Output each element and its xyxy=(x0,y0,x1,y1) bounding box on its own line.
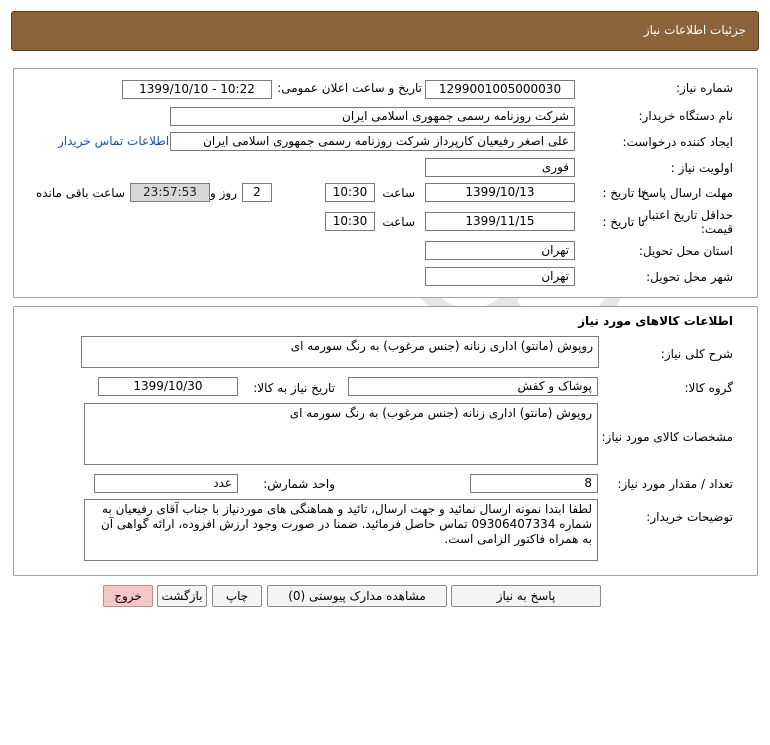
reply-button[interactable]: پاسخ به نیاز xyxy=(451,585,601,607)
attachments-button[interactable]: مشاهده مدارک پیوستی (0) xyxy=(267,585,447,607)
spec-field: روپوش (مانتو) اداری زنانه (جنس مرغوب) به رنگ سورمه ای xyxy=(84,403,598,465)
spec-label: مشخصات کالای مورد نیاز: xyxy=(601,430,733,444)
page-title: جزئیات اطلاعات نیاز xyxy=(643,23,746,37)
general-desc-label: شرح کلی نیاز: xyxy=(660,347,733,361)
province-label: استان محل تحویل: xyxy=(638,244,733,258)
remaining-time-field: 23:57:53 xyxy=(130,183,210,202)
reply-time-field: 10:30 xyxy=(325,183,375,202)
back-button[interactable]: بازگشت xyxy=(157,585,207,607)
group-field: پوشاک و کفش xyxy=(348,377,598,396)
remaining-days-field: 2 xyxy=(242,183,272,202)
need-date-label: تاریخ نیاز به کالا: xyxy=(253,381,335,395)
reply-time-label: ساعت xyxy=(382,186,415,200)
buyer-notes-label: توضیحات خریدار: xyxy=(646,510,733,524)
priority-label: اولویت نیاز : xyxy=(670,161,733,175)
days-label: روز و xyxy=(210,186,237,200)
validity-time-label: ساعت xyxy=(382,215,415,229)
general-desc-field: روپوش (مانتو) اداری زنانه (جنس مرغوب) به رنگ سورمه ای xyxy=(81,336,599,368)
province-field: تهران xyxy=(425,241,575,260)
announce-date-label: تاریخ و ساعت اعلان عمومی: xyxy=(277,81,422,95)
announce-date-field: 1399/10/10 - 10:22 xyxy=(122,80,272,99)
reply-to-date-label: تا تاریخ : xyxy=(602,186,645,200)
page-header xyxy=(11,11,759,51)
reply-date-field: 1399/10/13 xyxy=(425,183,575,202)
need-date-field: 1399/10/30 xyxy=(98,377,238,396)
group-label: گروه کالا: xyxy=(684,381,733,395)
remaining-time-label: ساعت باقی مانده xyxy=(35,186,125,200)
buyer-notes-field: لطفا ابتدا نمونه ارسال نمائید و جهت ارسال، تائید و هماهنگی های موردنیاز با جناب آقای رفیعیان به شماره 09306407334 تماس حاصل فرمائید. ضمنا در صورت وجود ارزش افزوده، ارائه گواهی آن به همراه فاکتور الزامی است. xyxy=(84,499,598,561)
qty-label: تعداد / مقدار مورد نیاز: xyxy=(617,477,733,491)
validity-time-field: 10:30 xyxy=(325,212,375,231)
need-number-field: 1299001005000030 xyxy=(425,80,575,99)
validity-date-field: 1399/11/15 xyxy=(425,212,575,231)
buyer-org-field: شرکت روزنامه رسمی جمهوری اسلامی ایران xyxy=(170,107,575,126)
city-field: تهران xyxy=(425,267,575,286)
exit-button[interactable]: خروج xyxy=(103,585,153,607)
qty-field: 8 xyxy=(470,474,598,493)
buyer-org-label: نام دستگاه خریدار: xyxy=(638,109,733,123)
need-number-label: شماره نیاز: xyxy=(676,81,733,95)
unit-field: عدد xyxy=(94,474,238,493)
unit-label: واحد شمارش: xyxy=(263,477,335,491)
goods-section-title: اطلاعات کالاهای مورد نیاز xyxy=(578,314,733,328)
validity-label: حداقل تاریخ اعتبار قیمت: xyxy=(642,208,733,236)
requester-field: علی اصغر رفیعیان کارپرداز شرکت روزنامه رسمی جمهوری اسلامی ایران xyxy=(170,132,575,151)
requester-label: ایجاد کننده درخواست: xyxy=(622,135,733,149)
validity-to-date-label: تا تاریخ : xyxy=(602,215,645,229)
priority-field: فوری xyxy=(425,158,575,177)
need-info-panel xyxy=(13,68,758,298)
buyer-contact-link[interactable]: اطلاعات تماس خریدار xyxy=(58,134,170,148)
city-label: شهر محل تحویل: xyxy=(646,270,733,284)
print-button[interactable]: چاپ xyxy=(212,585,262,607)
reply-deadline-label: مهلت ارسال پاسخ: xyxy=(637,186,733,200)
